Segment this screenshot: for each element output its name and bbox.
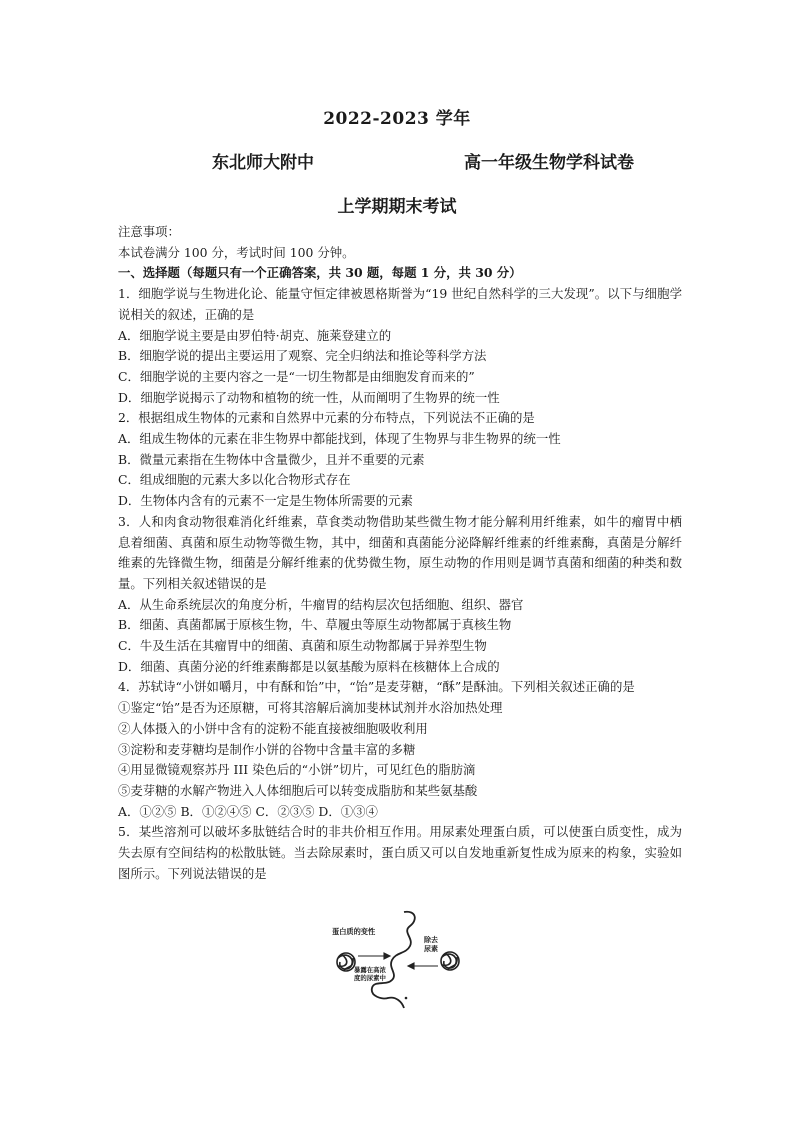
q2-option-d: D．生物体内含有的元素不一定是生物体所需要的元素	[118, 493, 413, 509]
question-5-stem: 5．某些溶剂可以破坏多肽链结合时的非共价相互作用。用尿素处理蛋白质，可以使蛋白质变性，成为失去原有空间结构的松散肽链。当去除尿素时，蛋白质又可以自发地重新复性成为原来的构象，实验如图所示。下列说法错误的是	[118, 824, 682, 881]
label-remove-urea-line2: 尿素	[424, 945, 438, 953]
question-2-stem: 2．根据组成生物体的元素和自然界中元素的分布特点，下列说法不正确的是	[118, 410, 535, 426]
exam-body	[118, 222, 682, 885]
label-expose-line1: 暴露在高浓	[354, 966, 386, 974]
q4-statement-2: ②人体摄入的小饼中含有的淀粉不能直接被细胞吸收利用	[118, 720, 428, 736]
q3-option-b: B．细菌、真菌都属于原核生物，牛、草履虫等原生动物都属于真核生物	[118, 617, 512, 633]
folded-protein-left-icon	[337, 953, 355, 971]
protein-denaturation-figure	[326, 908, 472, 1012]
label-denature: 蛋白质的变性	[332, 927, 376, 936]
section-heading: 一、选择题（每题只有一个正确答案，共 30 题，每题 1 分，共 30 分）	[118, 265, 522, 281]
q4-statement-4: ④用显微镜观察苏丹 III 染色后的“小饼”切片，可见红色的脂肪滴	[118, 762, 476, 778]
exam-year: 2022-2023 学年	[323, 109, 471, 129]
folded-protein-right-icon	[441, 952, 459, 970]
q1-option-a: A．细胞学说主要是由罗伯特·胡克、施莱登建立的	[118, 327, 392, 343]
label-remove-urea-line1: 除去	[424, 936, 438, 944]
question-3-stem: 3．人和肉食动物很难消化纤维素，草食类动物借助某些微生物才能分解利用纤维素，如牛的瘤胃中栖息着细菌、真菌和原生动物等微生物，其中，细菌和真菌能分泌降解纤维素的纤维素酶，真菌是分解纤维素的先锋微生物，细菌是分解纤维素的优势微生物，原生动物的作用则是调节真菌和细菌的种类和数量。下列相关叙述错误的是	[118, 513, 682, 591]
q1-option-c: C．细胞学说的主要内容之一是“一切生物都是由细胞发育而来的”	[118, 368, 475, 384]
q4-statement-1: ①鉴定“饴”是否为还原糖，可将其溶解后滴加斐林试剂并水浴加热处理	[118, 700, 503, 716]
q2-option-c: C．组成细胞的元素大多以化合物形式存在	[118, 472, 351, 488]
unfolded-chain-line	[372, 912, 415, 1008]
label-expose-line2: 度的尿素中	[354, 974, 386, 982]
exam-term: 上学期期末考试	[337, 197, 457, 217]
q3-option-d: D．细菌、真菌分泌的纤维素酶都是以氨基酸为原料在核糖体上合成的	[118, 658, 500, 674]
q1-option-b: B．细胞学说的提出主要运用了观察、完全归纳法和推论等科学方法	[118, 348, 487, 364]
school-name: 东北师大附中	[212, 153, 314, 173]
q4-options: A．①②⑤ B．①②④⑤ C．②③⑤ D．①③④	[118, 803, 378, 819]
question-1-stem: 1．细胞学说与生物进化论、能量守恒定律被恩格斯誉为“19 世纪自然科学的三大发现”。以下与细胞学说相关的叙述，正确的是	[118, 286, 682, 322]
q4-statement-5: ⑤麦芽糖的水解产物进入人体细胞后可以转变成脂肪和某些氨基酸	[118, 782, 478, 798]
q1-option-d: D．细胞学说揭示了动物和植物的统一性，从而阐明了生物界的统一性	[118, 389, 500, 405]
q2-option-a: A．组成生物体的元素在非生物界中都能找到，体现了生物界与非生物界的统一性	[118, 431, 561, 447]
q2-option-b: B．微量元素指在生物体中含量微少，且并不重要的元素	[118, 451, 425, 467]
q3-option-c: C．牛及生活在其瘤胃中的细菌、真菌和原生动物都属于异养型生物	[118, 638, 487, 654]
notice-label: 注意事项：	[118, 224, 180, 239]
notice-text: 本试卷满分 100 分，考试时间 100 分钟。	[118, 244, 355, 260]
question-4-stem: 4．苏轼诗“小饼如嚼月，中有酥和饴”中，“饴”是麦芽糖，“酥”是酥油。下列相关叙述正确的是	[118, 679, 635, 695]
q4-statement-3: ③淀粉和麦芽糖均是制作小饼的谷物中含量丰富的多糖	[118, 741, 416, 757]
q3-option-a: A．从生命系统层次的角度分析，牛瘤胃的结构层次包括细胞、组织、器官	[118, 596, 524, 612]
exam-title: 高一年级生物学科试卷	[464, 153, 634, 173]
